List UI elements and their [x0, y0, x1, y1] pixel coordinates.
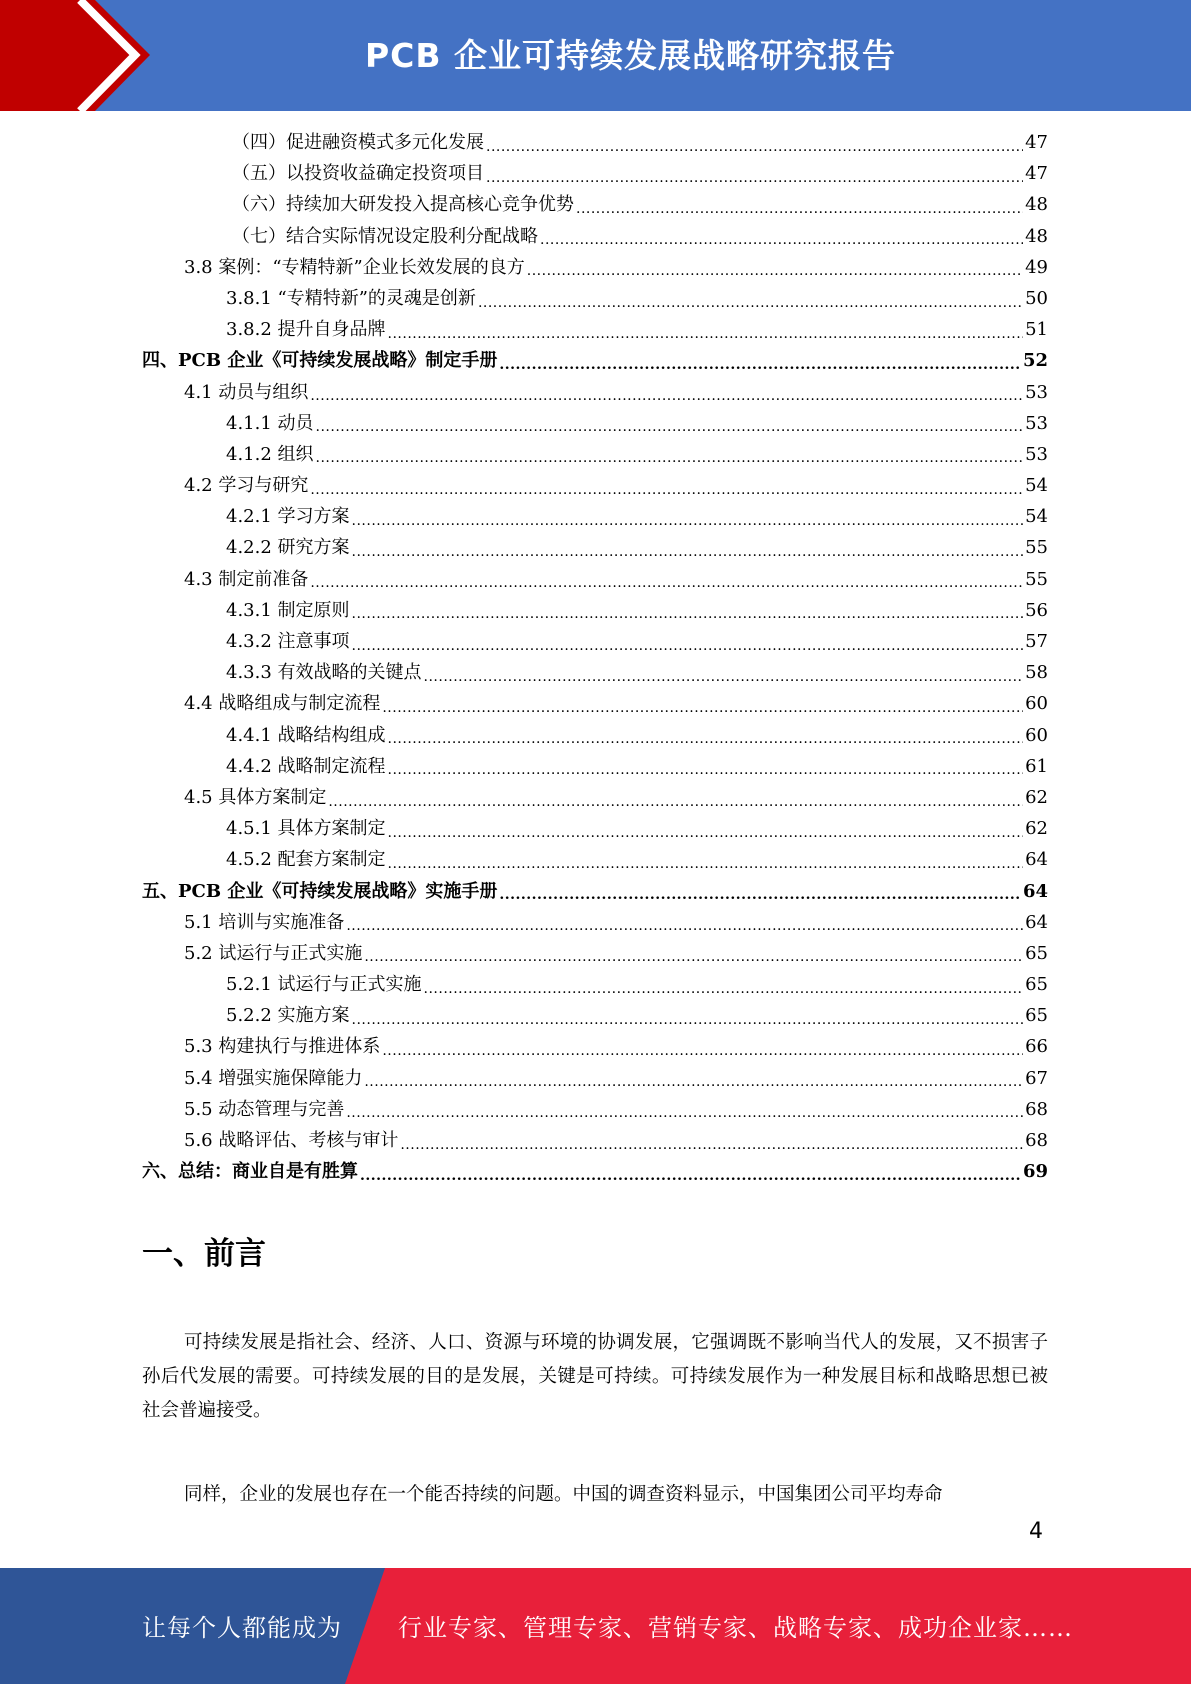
toc-entry-page: 69 [1022, 1161, 1048, 1183]
toc-entry-title: 4.3 制定前准备 [184, 568, 309, 590]
toc-entry[interactable] [142, 439, 1048, 470]
section-heading: 一、前言 [142, 1236, 266, 1272]
toc-entry-title: 4.5 具体方案制定 [184, 786, 327, 808]
toc-dot-leader [424, 974, 1024, 996]
toc-entry[interactable] [142, 252, 1048, 283]
toc-entry-title: 3.8 案例：“专精特新”企业长效发展的良方 [184, 256, 525, 278]
toc-entry-page: 68 [1025, 1098, 1048, 1120]
toc-entry[interactable] [142, 1094, 1048, 1125]
toc-entry[interactable] [142, 127, 1048, 158]
footer-slogan-right: 行业专家、管理专家、营销专家、战略专家、成功企业家…… [398, 1614, 1073, 1642]
toc-entry-page: 64 [1022, 880, 1048, 902]
toc-entry[interactable] [142, 595, 1048, 626]
toc-entry-page: 53 [1025, 443, 1048, 465]
toc-entry[interactable] [142, 688, 1048, 719]
toc-entry[interactable] [142, 1000, 1048, 1031]
toc-entry-title: 5.5 动态管理与完善 [184, 1098, 345, 1120]
toc-entry-title: （五）以投资收益确定投资项目 [232, 163, 484, 185]
toc-dot-leader [478, 288, 1023, 310]
toc-entry[interactable] [142, 345, 1048, 376]
toc-entry[interactable] [142, 221, 1048, 252]
toc-entry[interactable] [142, 532, 1048, 563]
toc-entry-title: 4.4.1 战略结构组成 [226, 724, 386, 746]
toc-entry-page: 67 [1025, 1067, 1048, 1089]
toc-entry-page: 55 [1025, 537, 1048, 559]
toc-entry-page: 65 [1025, 1005, 1048, 1027]
toc-entry[interactable] [142, 969, 1048, 1000]
toc-entry-title: 4.4.2 战略制定流程 [226, 755, 386, 777]
toc-dot-leader [388, 818, 1024, 840]
toc-entry-title: 5.2 试运行与正式实施 [184, 942, 363, 964]
toc-entry-page: 48 [1025, 225, 1048, 247]
toc-entry-page: 50 [1025, 287, 1048, 309]
toc-entry-title: 4.1.1 动员 [226, 412, 314, 434]
toc-entry[interactable] [142, 626, 1048, 657]
toc-entry[interactable] [142, 1156, 1048, 1187]
toc-dot-leader [486, 132, 1023, 154]
toc-entry[interactable] [142, 751, 1048, 782]
toc-entry[interactable] [142, 907, 1048, 938]
toc-entry-title: 5.3 构建执行与推进体系 [184, 1036, 381, 1058]
toc-entry-title: 4.3.1 制定原则 [226, 599, 350, 621]
toc-entry[interactable] [142, 876, 1048, 907]
toc-entry-page: 47 [1025, 132, 1048, 153]
toc-entry[interactable] [142, 470, 1048, 501]
toc-dot-leader [346, 911, 1023, 933]
toc-dot-leader [316, 443, 1024, 465]
toc-entry[interactable] [142, 314, 1048, 345]
toc-entry[interactable] [142, 720, 1048, 751]
toc-entry-page: 57 [1025, 631, 1048, 652]
toc-dot-leader [364, 942, 1023, 964]
toc-entry[interactable] [142, 938, 1048, 969]
toc-entry-title: 4.2 学习与研究 [184, 475, 309, 497]
toc-entry-page: 58 [1025, 662, 1048, 684]
toc-dot-leader [388, 724, 1024, 746]
toc-entry-page: 62 [1025, 786, 1048, 808]
toc-entry[interactable] [142, 283, 1048, 314]
toc-entry-title: （七）结合实际情况设定股利分配战略 [232, 225, 538, 247]
toc-entry-page: 52 [1022, 350, 1048, 372]
toc-entry-page: 56 [1025, 599, 1048, 621]
toc-entry-page: 54 [1025, 475, 1048, 497]
page-number: 4 [1029, 1519, 1043, 1544]
toc-entry-page: 65 [1025, 942, 1048, 964]
toc-entry-title: 5.4 增强实施保障能力 [184, 1067, 363, 1089]
toc-entry[interactable] [142, 1031, 1048, 1062]
toc-entry-page: 62 [1025, 818, 1048, 840]
toc-dot-leader [527, 256, 1023, 278]
toc-entry[interactable] [142, 158, 1048, 189]
toc-entry-title: 4.3.2 注意事项 [226, 631, 350, 652]
toc-entry-title: （六）持续加大研发投入提高核心竞争优势 [232, 194, 574, 216]
toc-dot-leader [388, 849, 1024, 871]
toc-entry-page: 53 [1025, 381, 1048, 403]
toc-dot-leader [316, 412, 1024, 434]
body-paragraph: 可持续发展是指社会、经济、人口、资源与环境的协调发展，它强调既不影响当代人的发展，又不损害子孙后代发展的需要。可持续发展的目的是发展，关键是可持续。可持续发展作为一种发展目标和战略思想已被社会普遍接受。 [142, 1332, 1048, 1421]
toc-dot-leader [400, 1130, 1023, 1152]
toc-entry-page: 51 [1025, 319, 1048, 341]
toc-entry-title: 5.2.2 实施方案 [226, 1005, 350, 1027]
toc-entry-page: 53 [1025, 412, 1048, 434]
toc-dot-leader [486, 163, 1023, 185]
toc-entry-title: 4.1.2 组织 [226, 443, 314, 465]
toc-entry-title: 4.5.1 具体方案制定 [226, 818, 386, 840]
toc-dot-leader [382, 693, 1023, 715]
report-title: PCB 企业可持续发展战略研究报告 [364, 36, 897, 75]
toc-entry-title: 5.2.1 试运行与正式实施 [226, 974, 422, 996]
toc-dot-leader [540, 225, 1023, 247]
toc-entry-title: （四）促进融资模式多元化发展 [232, 132, 484, 153]
toc-entry-title: 4.2.1 学习方案 [226, 506, 350, 528]
toc-entry[interactable] [142, 564, 1048, 595]
footer-slogan-left: 让每个人都能成为 [142, 1614, 342, 1642]
toc-entry[interactable] [142, 782, 1048, 813]
toc-entry-title: 4.5.2 配套方案制定 [226, 849, 386, 871]
toc-dot-leader [352, 1005, 1024, 1027]
toc-entry-page: 55 [1025, 568, 1048, 590]
toc-dot-leader [310, 475, 1023, 497]
toc-entry[interactable] [142, 408, 1048, 439]
toc-entry[interactable] [142, 377, 1048, 408]
toc-entry-title: 4.3.3 有效战略的关键点 [226, 662, 422, 684]
toc-entry[interactable] [142, 1125, 1048, 1156]
toc-entry-page: 64 [1025, 849, 1048, 871]
toc-dot-leader [499, 350, 1021, 372]
page-header [0, 0, 1191, 111]
toc-entry-title: 六、总结：商业自是有胜算 [142, 1161, 358, 1183]
toc-entry[interactable] [142, 189, 1048, 220]
toc-entry-page: 68 [1025, 1130, 1048, 1151]
toc-entry-title: 3.8.1 “专精特新”的灵魂是创新 [226, 287, 476, 309]
toc-entry-page: 47 [1025, 163, 1048, 185]
toc-entry[interactable] [142, 501, 1048, 532]
toc-entry-title: 四、PCB 企业《可持续发展战略》制定手册 [142, 350, 498, 372]
toc-entry-title: 五、PCB 企业《可持续发展战略》实施手册 [142, 880, 498, 902]
toc-dot-leader [424, 662, 1024, 684]
toc-entry[interactable] [142, 844, 1048, 875]
toc-dot-leader [499, 880, 1021, 902]
toc-entry-page: 61 [1025, 755, 1048, 777]
toc-entry[interactable] [142, 813, 1048, 844]
toc-entry-page: 60 [1025, 724, 1048, 746]
toc-entry[interactable] [142, 1063, 1048, 1094]
toc-dot-leader [364, 1067, 1023, 1089]
toc-entry-page: 54 [1025, 506, 1048, 528]
toc-dot-leader [352, 506, 1024, 528]
toc-dot-leader [346, 1098, 1023, 1120]
toc-entry-title: 4.2.2 研究方案 [226, 537, 350, 559]
toc-dot-leader [382, 1036, 1023, 1058]
toc-entry-page: 49 [1025, 256, 1048, 278]
table-of-contents [142, 127, 1048, 1187]
toc-entry-title: 4.1 动员与组织 [184, 381, 309, 403]
toc-dot-leader [352, 599, 1024, 621]
header-arrow-decoration [0, 0, 160, 111]
toc-entry-page: 60 [1025, 693, 1048, 715]
toc-entry-title: 5.1 培训与实施准备 [184, 911, 345, 933]
toc-entry-title: 5.6 战略评估、考核与审计 [184, 1130, 399, 1151]
toc-entry-page: 64 [1025, 911, 1048, 933]
toc-dot-leader [388, 755, 1024, 777]
toc-dot-leader [388, 319, 1024, 341]
body-paragraph: 同样，企业的发展也存在一个能否持续的问题。中国的调查资料显示，中国集团公司平均寿命 [184, 1484, 943, 1505]
toc-dot-leader [310, 568, 1023, 590]
toc-dot-leader [360, 1161, 1021, 1183]
toc-entry-title: 4.4 战略组成与制定流程 [184, 693, 381, 715]
toc-entry[interactable] [142, 657, 1048, 688]
toc-dot-leader [328, 787, 1023, 809]
toc-entry-page: 65 [1025, 974, 1048, 996]
toc-dot-leader [310, 381, 1023, 403]
toc-dot-leader [352, 631, 1024, 653]
toc-entry-page: 48 [1025, 194, 1048, 216]
page-footer [0, 1568, 1191, 1684]
toc-entry-page: 66 [1025, 1036, 1048, 1058]
toc-entry-title: 3.8.2 提升自身品牌 [226, 319, 386, 341]
toc-dot-leader [352, 537, 1024, 559]
toc-dot-leader [576, 194, 1023, 216]
